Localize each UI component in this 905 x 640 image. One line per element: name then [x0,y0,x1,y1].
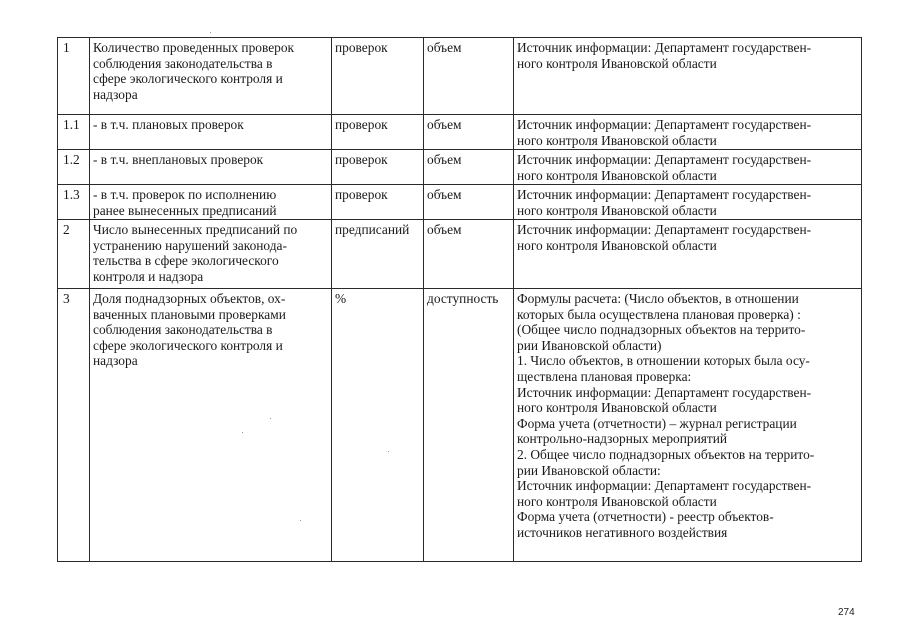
indicator-name: Число вынесенных предписаний по устранению нарушений законода- тельства в сфере экологического контроля и надзора [90,220,332,289]
unit-of-measure: проверок [332,185,424,220]
data-source: Источник информации: Департамент государствен- ного контроля Ивановской области [514,185,862,220]
table-row [58,150,862,185]
indicator-type: объем [424,220,514,289]
scan-speck [270,418,271,419]
scan-speck [300,520,301,521]
row-number: 1 [58,38,90,115]
table-row [58,185,862,220]
unit-of-measure: предписаний [332,220,424,289]
table-row [58,289,862,562]
page-number: 274 [838,607,855,618]
indicator-type: доступность [424,289,514,562]
data-source: Формулы расчета: (Число объектов, в отношении которых была осуществлена плановая проверка) : (Общее число поднадзорных объектов на террито- рии Ивановской области) 1. Число объектов, в отношении которых была осу- ществлена плановая проверка: Источник информации: Департамент государствен- ного контроля Ивановской области Форма учета (отчетности) – журнал регистрации контрольно-надзорных мероприятий 2. Общее число поднадзорных объектов на террито- рии Ивановской области: Источник информации: Департамент государствен- ного контроля Ивановской области Форма учета (отчетности) - реестр объектов- источников негативного воздействия [514,289,862,562]
indicators-table [57,37,862,562]
indicator-name: - в т.ч. плановых проверок [90,115,332,150]
data-source: Источник информации: Департамент государствен- ного контроля Ивановской области [514,115,862,150]
unit-of-measure: проверок [332,150,424,185]
data-source: Источник информации: Департамент государствен- ного контроля Ивановской области [514,220,862,289]
data-source: Источник информации: Департамент государствен- ного контроля Ивановской области [514,150,862,185]
indicator-name: - в т.ч. проверок по исполнению ранее вынесенных предписаний [90,185,332,220]
indicator-type: объем [424,185,514,220]
scan-speck [388,451,389,452]
unit-of-measure: проверок [332,38,424,115]
indicator-type: объем [424,115,514,150]
scan-speck [210,32,211,33]
table-row [58,115,862,150]
unit-of-measure: проверок [332,115,424,150]
scan-speck [242,432,243,433]
indicator-name: Доля поднадзорных объектов, ох- ваченных плановыми проверками соблюдения законодательства в сфере экологического контроля и надзора [90,289,332,562]
row-number: 1.1 [58,115,90,150]
data-source: Источник информации: Департамент государствен- ного контроля Ивановской области [514,38,862,115]
table-row [58,38,862,115]
table-row [58,220,862,289]
row-number: 3 [58,289,90,562]
row-number: 1.3 [58,185,90,220]
indicator-name: - в т.ч. внеплановых проверок [90,150,332,185]
unit-of-measure: % [332,289,424,562]
indicator-type: объем [424,150,514,185]
row-number: 2 [58,220,90,289]
row-number: 1.2 [58,150,90,185]
indicator-type: объем [424,38,514,115]
indicator-name: Количество проведенных проверок соблюдения законодательства в сфере экологического контроля и надзора [90,38,332,115]
